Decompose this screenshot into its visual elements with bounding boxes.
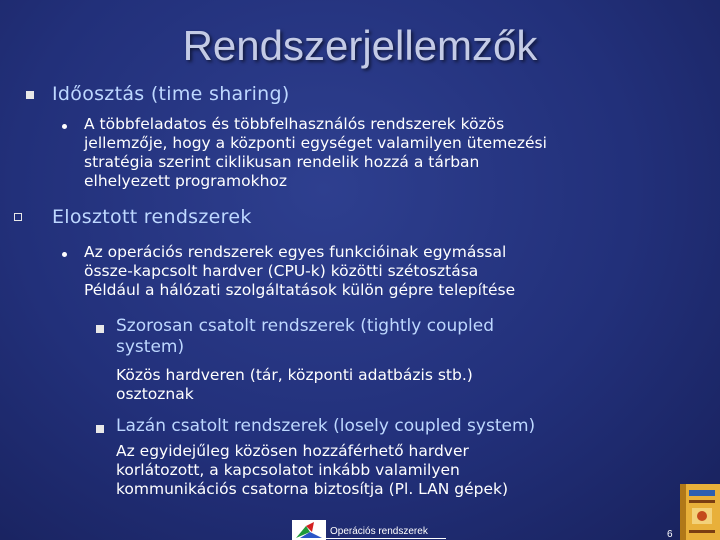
subitem-heading-loosely-coupled: Lazán csatolt rendszerek (losely coupled system) — [116, 416, 536, 436]
subitem-text-tightly-coupled: Közös hardveren (tár, központi adatbázis stb.) osztoznak — [116, 366, 473, 403]
footer-logo-icon — [292, 520, 326, 540]
subitem-text-loosely-coupled: Az egyidejűleg közösen hozzáférhető hardver korlátozott, a kapcsolatot inkább valamilyen kommunikációs csatorna biztosítja (Pl. LAN gépek) — [116, 442, 509, 498]
page-number: 6 — [667, 529, 673, 540]
subitem-heading-tightly-coupled: Szorosan csatolt rendszerek (tightly coupled system) — [116, 316, 494, 357]
footer-title: Operációs rendszerek — [330, 526, 428, 537]
section-heading-time-sharing: Időosztás (time sharing) — [52, 83, 290, 105]
square-bullet-icon — [14, 213, 22, 221]
square-bullet-icon — [96, 425, 104, 433]
square-bullet-icon — [96, 325, 104, 333]
dot-bullet-icon — [62, 124, 67, 129]
section-heading-distributed: Elosztott rendszerek — [52, 206, 252, 228]
square-bullet-icon — [26, 91, 34, 99]
slide-title: Rendszerjellemzők — [182, 22, 538, 69]
book-cover-icon — [680, 484, 720, 540]
footer-divider — [326, 538, 446, 539]
dot-bullet-icon — [62, 252, 67, 257]
section-text-time-sharing: A többfeladatos és többfelhasználós rendszerek közös jellemzője, hogy a központi egységet valamilyen ütemezési stratégia szerint ciklikusan rendelik hozzá a tárban elhelyezett programokhoz — [84, 115, 547, 190]
section-text-distributed: Az operációs rendszerek egyes funkcióinak egymással össze-kapcsolt hardver (CPU-k) közötti szétosztása Például a hálózati szolgáltatások külön gépre telepítése — [84, 243, 516, 299]
